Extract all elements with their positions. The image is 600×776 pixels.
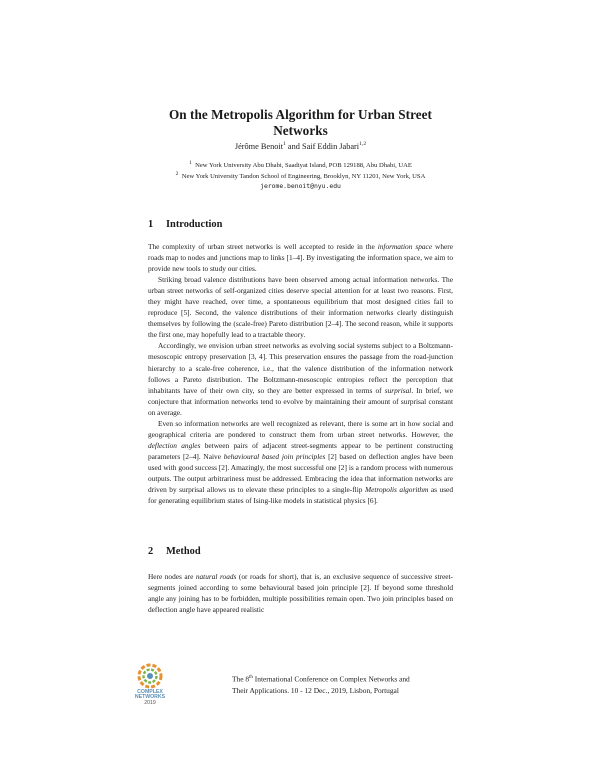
- section-heading-introduction: [148, 219, 222, 230]
- text-run: The complexity of urban street networks is well accepted to reside in the: [148, 242, 378, 251]
- author-line: [148, 141, 453, 151]
- affiliation-1: [148, 160, 453, 169]
- author-1-affiliation-mark: 1: [283, 141, 286, 147]
- conference-footer: [232, 672, 410, 696]
- section-number: 2: [148, 546, 154, 557]
- emphasis: Metropolis algorithm: [364, 485, 429, 495]
- paragraph: [148, 241, 453, 274]
- paragraph: [148, 571, 453, 615]
- contact-email[interactable]: jerome.benoit@nyu.edu: [260, 182, 341, 190]
- complex-networks-logo-icon: [135, 662, 165, 690]
- method-body: [148, 571, 453, 615]
- section-number: 1: [148, 219, 154, 230]
- introduction-body: [148, 241, 453, 506]
- conference-logo: [127, 662, 173, 712]
- author-2: Saif Eddin Jabari: [301, 141, 360, 151]
- text-run: (or roads for short), that is, an exclusive sequence of successive street-segments joined according to some behavioural based join principle [2]. If beyond some threshold angle any joining has to be forbidden, multiple possibilities remain open. Two join principles based on deflection angle have appeared realistic: [148, 572, 454, 615]
- affiliation-2: [148, 171, 453, 180]
- text-run: Here nodes are: [148, 572, 196, 581]
- footer-line-1: [232, 672, 410, 685]
- superscript: th: [249, 675, 253, 680]
- section-title: Introduction: [166, 219, 223, 230]
- emphasis: natural roads: [195, 572, 237, 581]
- text-run: [2] based on deflection angles have been used with good success [2]. Amazingly, the most successful one [2] is a random process with numerous outputs. The output arbitrariness must be addressed. Embracing the idea that information networks are driven by surprisal allows us to elevate these principles to a single-flip: [148, 451, 454, 495]
- section-heading-method: [148, 546, 201, 557]
- text-run: as used for generating equilibrium states of Ising-like models in statistical physics [6].: [148, 485, 453, 506]
- author-2-affiliation-mark: 1,2: [359, 141, 367, 147]
- text-run: International Conference on Complex Networks and: [252, 674, 410, 684]
- paragraph: Striking broad valence distributions have been observed among actual information networks. The urban street networks of self-organized cities deserve special attention for at least two reasons. First, they might have reached, over time, a spontaneous equilibrium that most designed cities fail to reproduce [5]. Second, the valence distributions of their information networks clearly distinguish themselves by following the (scale-free) Pareto distribution [2–4]. The second reason, while it supports the first one, may hopefully lead to a tractable theory.: [148, 275, 453, 340]
- paper-title: On the Metropolis Algorithm for Urban Street Networks: [169, 107, 432, 138]
- emphasis: information space: [377, 242, 433, 251]
- affiliation-1-text: New York University Abu Dhabi, Saadiyat Island, POB 129188, Abu Dhabi, UAE: [195, 162, 412, 170]
- text-run: Accordingly, we envision urban street networks as evolving social systems subject to a Boltzmann-mesoscopic entropy preservation [3, 4]. This preservation ensures the passage from the road-junction hierarchy to a scale-free coherence, i.e., that the valence distribution of the information network follows a Pareto distribution. The Boltzmann-mesoscopic entropies reflect the perception that inhabitants have of their own city, so they are better expressed in terms of: [148, 341, 453, 395]
- affiliation-2-text: New York University Tandon School of Engineering, Brooklyn, NY 11201, New York, USA: [181, 173, 426, 181]
- logo-text-complex: COMPLEX: [137, 689, 163, 695]
- affiliation-1-mark: 1: [189, 160, 192, 166]
- logo-text-networks: NETWORKS: [134, 694, 166, 700]
- footer-line-2: Their Applications. 10 - 12 Dec., 2019, Lisbon, Portugal: [232, 685, 399, 695]
- logo-text-year: 2019: [144, 700, 156, 706]
- text-run: between pairs of adjacent street-segments appear to be pertinent constructing parameters [2–4]. Naive: [148, 440, 454, 461]
- emphasis: behavioural based join principles: [223, 451, 326, 461]
- emphasis: surprisal: [384, 385, 412, 395]
- paragraph: [148, 340, 453, 417]
- section-title: Method: [166, 546, 201, 557]
- text-run: where roads map to nodes and junctions map to links [1–4]. By investigating the information space, we aim to provide new tools to study our cities.: [148, 242, 453, 274]
- author-conjunction: and: [285, 141, 302, 151]
- text-run: . In brief, we conjecture that information networks tend to evolve by maintaining their amount of surprisal constant on average.: [148, 385, 453, 417]
- affiliation-2-mark: 2: [175, 171, 179, 177]
- paragraph: [148, 418, 453, 506]
- text-run: The 8: [232, 674, 250, 684]
- text-run: Even so information networks are well recognized as relevant, there is some art in how social and geographical criteria are pondered to construct them from urban street networks. However, the: [148, 418, 453, 439]
- author-1: Jérôme Benoit: [234, 141, 284, 151]
- emphasis: deflection angles: [148, 440, 201, 450]
